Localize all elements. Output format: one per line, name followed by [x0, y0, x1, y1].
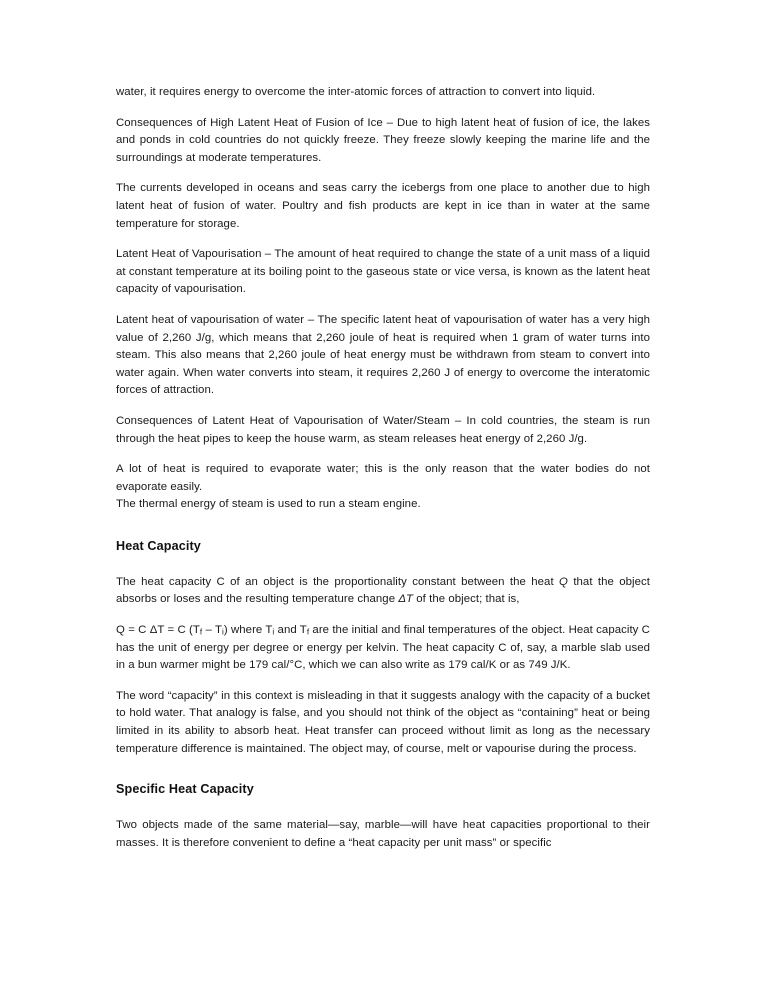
- heading-specific-heat-capacity: Specific Heat Capacity: [116, 782, 254, 797]
- paragraph-heat-capacity-equation: Q = C ΔT = C $(T_f - T_i)$ where $T_i$ and $T_f$ are the initial and final temperatures of the object. Heat capacity C has the unit of energy per degree or energy per kelvin. The heat capacity C of, say, a marble slab used in a bun warmer might be 179 cal/°C, which we can also write as 179 cal/K or as 749 J/K.: [116, 624, 650, 672]
- heading-heat-capacity: Heat Capacity: [116, 538, 201, 553]
- paragraph-latent-heat-vapourisation-definition: Latent Heat of Vapourisation – The amount of heat required to change the state of a unit mass of a liquid at constant temperature at its boiling point to the gaseous state or vice versa, is known as the latent heat capacity of vapourisation.: [116, 248, 650, 296]
- paragraph-consequences-vapourisation-steam: Consequences of Latent Heat of Vapourisation of Water/Steam – In cold countries, the steam is run through the heat pipes to keep the house warm, as steam releases heat energy of 2,260 J/g.: [116, 414, 650, 445]
- paragraph-consequences-fusion-ice: Consequences of High Latent Heat of Fusion of Ice – Due to high latent heat of fusion of ice, the lakes and ponds in cold countries do not quickly freeze. They freeze slowly keeping the marine life and the surroundings at moderate temperatures.: [116, 116, 650, 164]
- paragraph-ocean-currents-icebergs: The currents developed in oceans and seas carry the icebergs from one place to another due to high latent heat of fusion of water. Poultry and fish products are kept in ice than in water at the same temperature for storage.: [116, 182, 650, 230]
- paragraph-latent-heat-fusion-intro: water, it requires energy to overcome the inter-atomic forces of attraction to convert into liquid.: [116, 86, 596, 98]
- paragraph-heat-required-evaporate-water: A lot of heat is required to evaporate water; this is the only reason that the water bodies do not evaporate easily.: [116, 463, 650, 493]
- paragraph-heat-capacity-definition: The heat capacity C of an object is the proportionality constant between the heat Q that the object absorbs or loses and the resulting temperature change ΔT of the object; that is,: [116, 575, 651, 606]
- paragraph-capacity-misleading-analogy: The word “capacity” in this context is misleading in that it suggests analogy with the capacity of a bucket to hold water. That analogy is false, and you should not think of the object as “containing” heat or being limited in its ability to absorb heat. Heat transfer can proceed without limit as long as the necessary temperature difference is maintained. The object may, of course, melt or vapourise during the process.: [116, 689, 650, 755]
- paragraph-specific-heat-capacity-intro: Two objects made of the same material—say, marble—will have heat capacities proportional to their masses. It is therefore convenient to define a “heat capacity per unit mass” or specific: [116, 819, 650, 849]
- paragraph-latent-heat-vapourisation-water: Latent heat of vapourisation of water – The specific latent heat of vapourisation of water has a very high value of 2,260 J/g, which means that 2,260 joule of heat is required when 1 gram of water turns into steam. This also means that 2,260 joule of heat energy must be withdrawn from steam to convert into water again. When water converts into steam, it requires 2,260 J of energy to overcome the interatomic forces of attraction.: [116, 313, 650, 397]
- paragraph-thermal-energy-steam-engine: The thermal energy of steam is used to run a steam engine.: [116, 498, 421, 511]
- document-text-column: [116, 84, 650, 865]
